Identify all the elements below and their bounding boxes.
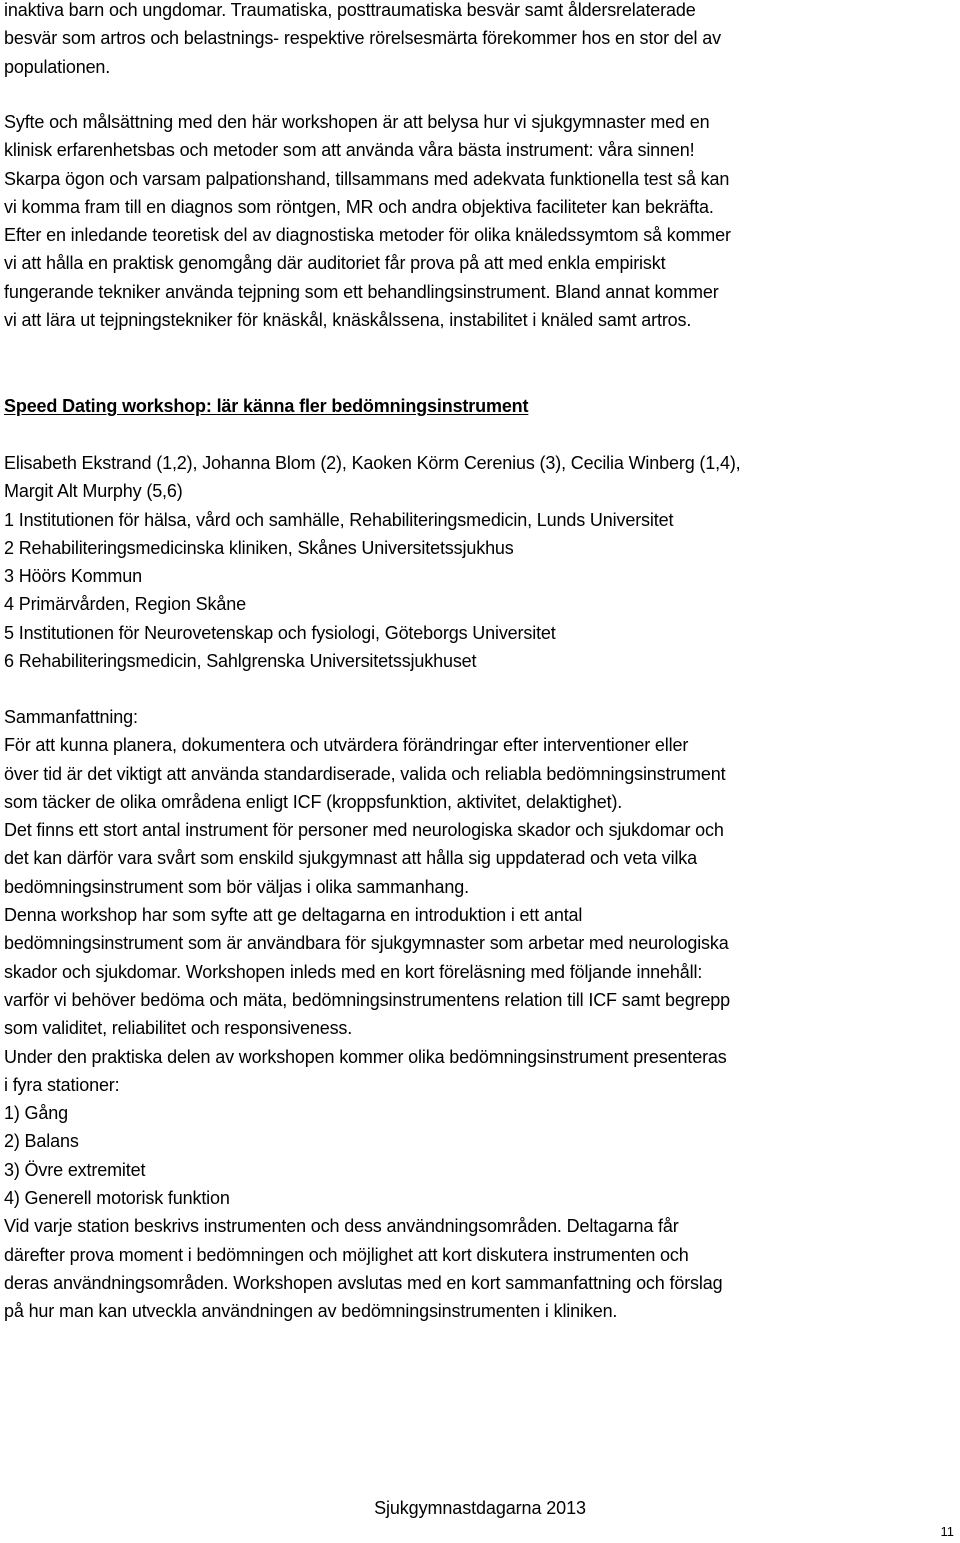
- text-line: Under den praktiska delen av workshopen kommer olika bedömningsinstrument presenteras: [4, 1046, 727, 1067]
- text-line: i fyra stationer:: [4, 1074, 120, 1095]
- text-line: över tid är det viktigt att använda standardiserade, valida och reliabla bedömningsinstrument: [4, 763, 726, 784]
- list-item: 3) Övre extremitet: [4, 1159, 146, 1180]
- text-line: därefter prova moment i bedömningen och möjlighet att kort diskutera instrumenten och: [4, 1244, 689, 1265]
- text-line: på hur man kan utveckla användningen av bedömningsinstrumenten i kliniken.: [4, 1301, 618, 1322]
- intro-paragraph: [4, 0, 956, 81]
- text-line: bedömningsinstrument som är användbara för sjukgymnaster som arbetar med neurologiska: [4, 933, 729, 954]
- text-line: vi att hålla en praktisk genomgång där auditoriet får prova på att med enkla empiriskt: [4, 253, 666, 274]
- summary-section: [4, 703, 956, 1326]
- goal-paragraph: [4, 108, 956, 334]
- text-line: Det finns ett stort antal instrument för personer med neurologiska skador och sjukdomar och: [4, 820, 724, 841]
- affiliation-line: 2 Rehabiliteringsmedicinska kliniken, Skånes Universitetssjukhus: [4, 537, 514, 558]
- author-line: Margit Alt Murphy (5,6): [4, 481, 183, 502]
- workshop-title: Speed Dating workshop: lär känna fler bedömningsinstrument: [4, 396, 529, 416]
- list-item: 4) Generell motorisk funktion: [4, 1188, 230, 1209]
- list-item: 2) Balans: [4, 1131, 79, 1152]
- text-line: skador och sjukdomar. Workshopen inleds med en kort föreläsning med följande innehåll:: [4, 961, 703, 982]
- text-line: Efter en inledande teoretisk del av diagnostiska metoder för olika knäledssymtom så kommer: [4, 225, 731, 246]
- text-line: som täcker de olika områdena enligt ICF (kroppsfunktion, aktivitet, delaktighet).: [4, 791, 623, 812]
- text-line: det kan därför vara svårt som enskild sjukgymnast att hålla sig uppdaterad och veta vilka: [4, 848, 698, 869]
- authors-block: [4, 449, 956, 675]
- affiliation-line: 4 Primärvården, Region Skåne: [4, 594, 246, 615]
- workshop-title-block: [4, 392, 956, 420]
- text-line: vi att lära ut tejpningstekniker för knäskål, knäskålssena, instabilitet i knäled samt artros.: [4, 310, 692, 331]
- affiliation-line: 1 Institutionen för hälsa, vård och samhälle, Rehabiliteringsmedicin, Lunds Universitet: [4, 509, 674, 530]
- author-line: Elisabeth Ekstrand (1,2), Johanna Blom (2), Kaoken Körm Cerenius (3), Cecilia Winberg (1,4),: [4, 453, 741, 473]
- text-line: För att kunna planera, dokumentera och utvärdera förändringar efter interventioner eller: [4, 735, 689, 756]
- text-line: inaktiva barn och ungdomar. Traumatiska, posttraumatiska besvär samt åldersrelaterade: [4, 0, 696, 20]
- summary-label: Sammanfattning:: [4, 707, 138, 727]
- text-line: som validitet, reliabilitet och responsiveness.: [4, 1018, 353, 1039]
- text-line: Vid varje station beskrivs instrumenten och dess användningsområden. Deltagarna får: [4, 1216, 679, 1237]
- text-line: populationen.: [4, 56, 111, 77]
- affiliation-line: 6 Rehabiliteringsmedicin, Sahlgrenska Universitetssjukhuset: [4, 651, 477, 672]
- text-line: vi komma fram till en diagnos som röntgen, MR och andra objektiva faciliteter kan bekräfta.: [4, 196, 714, 217]
- text-line: klinisk erfarenhetsbas och metoder som att använda våra bästa instrument: våra sinnen!: [4, 140, 695, 161]
- text-line: deras användningsområden. Workshopen avslutas med en kort sammanfattning och förslag: [4, 1272, 723, 1293]
- page-number: 11: [940, 1524, 954, 1539]
- text-line: Denna workshop har som syfte att ge deltagarna en introduktion i ett antal: [4, 905, 583, 926]
- affiliation-line: 3 Höörs Kommun: [4, 566, 142, 587]
- text-line: bedömningsinstrument som bör väljas i olika sammanhang.: [4, 876, 469, 897]
- page-footer: Sjukgymnastdagarna 2013: [374, 1498, 586, 1518]
- text-line: fungerande tekniker använda tejpning som ett behandlingsinstrument. Bland annat kommer: [4, 281, 719, 302]
- affiliation-line: 5 Institutionen för Neurovetenskap och fysiologi, Göteborgs Universitet: [4, 622, 556, 643]
- list-item: 1) Gång: [4, 1103, 68, 1124]
- text-line: Skarpa ögon och varsam palpationshand, tillsammans med adekvata funktionella test så kan: [4, 168, 730, 189]
- text-line: besvär som artros och belastnings- respektive rörelsesmärta förekommer hos en stor del av: [4, 28, 721, 49]
- text-line: Syfte och målsättning med den här workshopen är att belysa hur vi sjukgymnaster med en: [4, 112, 710, 132]
- text-line: varför vi behöver bedöma och mäta, bedömningsinstrumentens relation till ICF samt begrepp: [4, 989, 731, 1010]
